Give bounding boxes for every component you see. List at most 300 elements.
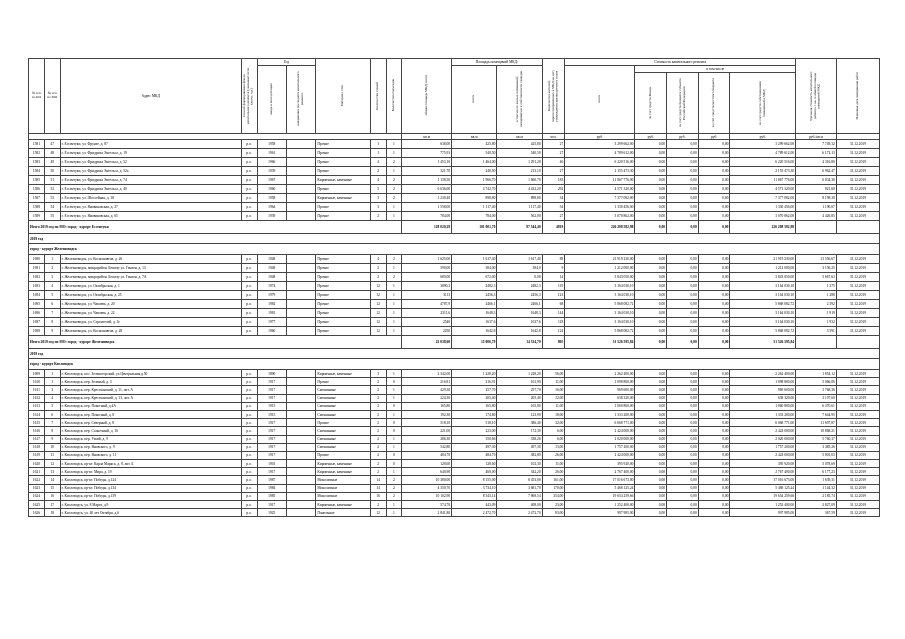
table-cell: 784,00 [452, 212, 497, 221]
table-cell: 0 [386, 402, 402, 410]
table-cell: 14 [370, 484, 386, 492]
table-cell: Кирпичные, каменные [316, 370, 370, 378]
table-cell: 2 [370, 427, 386, 435]
table-cell [286, 273, 315, 282]
table-cell: р.о. [241, 264, 257, 273]
year-row-label: 2019 год [29, 234, 880, 244]
table-cell: 1 [386, 309, 402, 318]
table-cell: 27 [542, 167, 565, 176]
table-cell: 1 228,20 [497, 370, 542, 378]
table-cell: 1 [386, 394, 402, 402]
table-cell: 0,00 [667, 203, 699, 212]
table-cell: 518,10 [452, 419, 497, 427]
table-cell: г. Железноводск, ул. Строителей, д. 3г [60, 318, 241, 327]
table-cell: 0,00 [667, 327, 699, 336]
table-cell: 4 316,80 [796, 158, 837, 167]
table-cell: 1917 [257, 386, 286, 394]
table-cell: 216,91 [452, 378, 497, 386]
table-cell: 83,00 [542, 509, 565, 517]
table-cell: 1 098 800,00 [565, 378, 635, 386]
table-cell: Монолитные [316, 476, 370, 484]
table-cell: г. Кисловодск, ул. 8 Марта, д.9 [60, 501, 241, 509]
table-cell: 0,00 [667, 492, 699, 500]
table-cell: 3 070 862,00 [730, 212, 796, 221]
table-cell: 31.12.2019 [836, 492, 879, 500]
table-cell: 1626 [29, 509, 45, 517]
table-cell: 12,00 [542, 394, 565, 402]
table-cell: 1610 [29, 378, 45, 386]
table-cell: 382,80 [497, 451, 542, 459]
table-cell: Прочие [316, 291, 370, 300]
table-cell: 0,00 [667, 394, 699, 402]
table-row [29, 264, 880, 273]
table-cell: 56,00 [542, 370, 565, 378]
table-cell: 16 [370, 492, 386, 500]
table-cell: 31.12.2019 [836, 309, 879, 318]
table-cell: р.о. [241, 501, 257, 509]
table-cell: 1977 [257, 318, 286, 327]
unit-cell: руб. [667, 134, 699, 140]
table-cell: г. Железноводск, микрорайон, Бештау ул. Гинзон, д. 13 [60, 264, 241, 273]
table-cell: 5 868 082,72 [565, 300, 635, 309]
table-row [29, 318, 880, 327]
table-cell: 2 424 000,00 [730, 451, 796, 459]
table-cell: 12 [370, 309, 386, 318]
table-cell: 1948 [257, 255, 286, 264]
table-cell: Прочие [316, 273, 370, 282]
table-cell: 0,00 [698, 318, 730, 327]
table-cell: 10 868,21 [796, 427, 837, 435]
table-cell: 4 426,85 [796, 212, 837, 221]
table-cell: 2 [386, 158, 402, 167]
col-entrances: Количество подъездов [386, 59, 402, 134]
table-cell: 9 [542, 264, 565, 273]
table-cell: 5 868 082,72 [730, 300, 796, 309]
table-cell: 1 919 [796, 309, 837, 318]
table-cell: Прочие [316, 167, 370, 176]
table-cell: 395 920,00 [730, 460, 796, 468]
unit-cell: кв.м [402, 134, 452, 140]
table-cell: 286,30 [402, 435, 452, 443]
table-cell: 1 288 [796, 291, 837, 300]
table-cell: Прочие [316, 378, 370, 386]
table-cell: 11 [44, 451, 60, 459]
table-cell [286, 394, 315, 402]
table-cell: 0,00 [635, 300, 667, 309]
table-cell: 0,00 [698, 410, 730, 418]
table-cell: 1581 [29, 140, 45, 149]
table-cell: 31.12.2019 [836, 264, 879, 273]
table-cell: р.о. [241, 176, 257, 185]
table-cell: 2 [370, 460, 386, 468]
table-cell: 425,80 [452, 140, 497, 149]
table-cell: 2482,3 [497, 282, 542, 291]
table-cell: 123 [542, 291, 565, 300]
table-cell: р.о. [241, 158, 257, 167]
table-cell: 6 068 771,00 [730, 419, 796, 427]
total-cell: 0,00 [635, 336, 667, 349]
table-cell: 3 591 [796, 327, 837, 336]
table-cell: 1623 [29, 484, 45, 492]
table-cell: 0,00 [635, 194, 667, 203]
table-cell: 1 230,40 [402, 194, 452, 203]
table-cell: 47 [44, 140, 60, 149]
table-cell: 3 070 862,00 [565, 212, 635, 221]
table-cell: 0,00 [667, 273, 699, 282]
table-cell: г. Кисловодск, пер. Покотный, д. 8 [60, 410, 241, 418]
table-cell: 1984 [257, 484, 286, 492]
table-cell: 0,00 [698, 167, 730, 176]
table-cell: 4 742,70 [452, 185, 497, 194]
table-cell: 161,90 [497, 378, 542, 386]
table-cell: 2 [386, 484, 402, 492]
table-cell: 2250 [402, 327, 452, 336]
table-cell: 8 155,00 [452, 476, 497, 484]
table-cell [286, 203, 315, 212]
table-cell [286, 194, 315, 203]
table-cell [286, 309, 315, 318]
table-cell: 213,10 [497, 167, 542, 176]
table-cell: 0,00 [698, 394, 730, 402]
table-cell [286, 419, 315, 427]
table-cell: 1917 [257, 468, 286, 476]
table-cell: 1 144,32 [796, 484, 837, 492]
col-fund: за счет средств Фонда [635, 73, 667, 134]
table-cell: р.о. [241, 282, 257, 291]
table-cell: 1 [370, 149, 386, 158]
table-cell: 484,70 [452, 451, 497, 459]
table-cell: 1 [44, 255, 60, 264]
table-cell: 342,20 [497, 468, 542, 476]
table-cell: 2540 [402, 318, 452, 327]
table-cell: р.о. [241, 212, 257, 221]
col-budget-local: за счет средств местного бюджета [698, 73, 730, 134]
table-cell: 0,00 [635, 435, 667, 443]
table-cell: 1 [386, 203, 402, 212]
table-cell [286, 410, 315, 418]
table-cell: 562,00 [497, 212, 542, 221]
table-cell: 1694 [29, 291, 45, 300]
table-cell: 165,80 [452, 402, 497, 410]
table-cell: г. Кисловодск, пер. Яновского, д. 9 [60, 443, 241, 451]
table-cell: 3 843 050,00 [565, 273, 635, 282]
table-cell: 54 [542, 203, 565, 212]
table-cell: 2 [386, 255, 402, 264]
table-row [29, 460, 880, 468]
table-cell: 1 098 800,00 [730, 378, 796, 386]
table-cell: 128,60 [452, 460, 497, 468]
table-cell [286, 386, 315, 394]
table-cell: 0,00 [667, 176, 699, 185]
table-cell: 0,00 [698, 419, 730, 427]
table-cell: 1982 [257, 300, 286, 309]
table-cell: 1958 [257, 194, 286, 203]
table-cell: г. Ессентуки, ул. Фридриха Энгельса, д. 52 [60, 158, 241, 167]
col-budget-rf: за счет средств бюджета субъекта Российской Федерации [667, 73, 699, 134]
table-cell: 0,00 [698, 378, 730, 386]
table-cell: 31.12.2019 [836, 282, 879, 291]
table-cell: 1958 [257, 140, 286, 149]
table-cell: р.о. [241, 149, 257, 158]
table-cell: 3 164 030,10 [730, 318, 796, 327]
table-cell: 1917 [257, 394, 286, 402]
table-cell: г. Ессентуки, ул. Фридриха Энгельса, д. 40 [60, 185, 241, 194]
table-cell: 338,26 [497, 435, 542, 443]
table-cell: 0,00 [635, 402, 667, 410]
table-row [29, 427, 880, 435]
table-cell [286, 291, 315, 300]
table-cell: 0 [386, 460, 402, 468]
table-cell [286, 149, 315, 158]
table-cell: р.о. [241, 370, 257, 378]
table-cell: 223,00 [452, 427, 497, 435]
table-cell: 540,50 [452, 149, 497, 158]
table-cell: 11,00 [542, 378, 565, 386]
table-cell: 3113 [402, 291, 452, 300]
table-cell: 224,30 [402, 394, 452, 402]
table-cell: 1 660,70 [497, 176, 542, 185]
table-cell: р.о. [241, 327, 257, 336]
table-cell: 2 827,09 [796, 501, 837, 509]
table-cell: Прочие [316, 318, 370, 327]
table-cell: 161,00 [542, 476, 565, 484]
table-cell: 3 164 030,10 [730, 291, 796, 300]
table-cell: 1 932 [796, 318, 837, 327]
table-cell: 0,00 [635, 264, 667, 273]
table-cell: 1 275 [796, 282, 837, 291]
table-cell: 1614 [29, 410, 45, 418]
table-cell: 19 654 259,66 [730, 492, 796, 500]
table-cell: 395 920,00 [565, 460, 635, 468]
table-cell: 1948 [257, 273, 286, 282]
table-cell: Смешанные [316, 410, 370, 418]
col-no-kp: № п/п по КП [29, 59, 45, 134]
total-cell: 0,00 [635, 221, 667, 234]
table-cell: 1637,6 [497, 318, 542, 327]
table-cell: 31.12.2019 [836, 419, 879, 427]
table-cell: Панельные [316, 509, 370, 517]
table-cell: Смешанные [316, 402, 370, 410]
table-cell: 9 [44, 327, 60, 336]
table-cell: 205,40 [452, 394, 497, 402]
table-cell: 638 320,00 [565, 394, 635, 402]
table-cell [286, 167, 315, 176]
table-cell [286, 378, 315, 386]
total-cell: 128 020,29 [402, 221, 452, 234]
table-cell: 1 [386, 410, 402, 418]
col-year-last-repair: завершения последнего капитального ремонта [286, 66, 315, 134]
table-cell: 3 [44, 273, 60, 282]
total-cell: 14 334,70 [497, 336, 542, 349]
table-cell: 1 [44, 370, 60, 378]
table-cell: 0,00 [698, 273, 730, 282]
table-cell: Кирпичные, каменные [316, 501, 370, 509]
table-cell: 0,00 [667, 309, 699, 318]
table-cell: 4 [370, 176, 386, 185]
table-cell: 1 228,20 [452, 370, 497, 378]
table-cell: 4 [44, 394, 60, 402]
table-cell: 1917 [257, 378, 286, 386]
table-cell: 1 [386, 264, 402, 273]
table-cell: 1619 [29, 451, 45, 459]
table-row [29, 419, 880, 427]
col-deadline: Плановая дата завершения работ [836, 59, 879, 134]
table-cell: 1620 [29, 460, 45, 468]
table-cell: р.о. [241, 443, 257, 451]
unit-cell: руб. [730, 134, 796, 140]
table-cell: 1691 [29, 264, 45, 273]
table-cell: р.о. [241, 309, 257, 318]
table-cell: г. Кисловодск, пер. Яновского, д. 11 [60, 451, 241, 459]
table-cell: 4 571 320,00 [730, 185, 796, 194]
table-cell: 0,00 [698, 140, 730, 149]
table-cell [286, 370, 315, 378]
table-cell [286, 402, 315, 410]
table-cell: 0,00 [698, 158, 730, 167]
table-cell: 2 342,00 [402, 370, 452, 378]
table-cell: 0,00 [698, 264, 730, 273]
table-cell: 2 424 000,00 [565, 427, 635, 435]
table-cell: 2 [370, 273, 386, 282]
table-cell: 2 [370, 378, 386, 386]
table-cell: Прочие [316, 212, 370, 221]
table-cell: 31.12.2019 [836, 484, 879, 492]
table-cell: 3 [370, 370, 386, 378]
table-cell: 1612 [29, 394, 45, 402]
table-cell: 2 841,80 [402, 509, 452, 517]
table-cell: 3 681,70 [497, 484, 542, 492]
table-cell: 7 749,32 [796, 140, 837, 149]
table-row [29, 509, 880, 517]
table-cell [286, 264, 315, 273]
table-cell [286, 468, 315, 476]
total-cell: 101 001,70 [452, 221, 497, 234]
col-year-group: Год [257, 59, 316, 66]
table-cell: 1 854,12 [796, 370, 837, 378]
table-cell: 1 333 200,00 [565, 410, 635, 418]
table-cell: 0,00 [698, 255, 730, 264]
table-cell: 1582 [29, 149, 45, 158]
table-cell: 6,00 [542, 435, 565, 443]
table-cell: 0,00 [667, 185, 699, 194]
table-cell: Прочие [316, 300, 370, 309]
table-cell: 7 [44, 309, 60, 318]
table-cell: 0,00 [698, 386, 730, 394]
year-row [29, 349, 880, 359]
table-cell: 0,00 [698, 282, 730, 291]
table-cell: г. Кисловодск, пер. Солнечный, д. 16 [60, 427, 241, 435]
table-cell: 0,00 [667, 451, 699, 459]
table-cell: 2 767 400,00 [730, 468, 796, 476]
table-cell: 429,30 [402, 386, 452, 394]
table-cell: г. Кисловодск, пр-кт. Победы, д.124 [60, 476, 241, 484]
table-cell: 0,00 [667, 501, 699, 509]
table-row [29, 273, 880, 282]
year-row [29, 234, 880, 244]
table-cell: 1979 [257, 291, 286, 300]
table-cell: р.о. [241, 167, 257, 176]
total-cell: 4819 [542, 221, 565, 234]
table-cell [286, 185, 315, 194]
unit-cell: кв.м [452, 134, 497, 140]
table-cell: 165,80 [402, 402, 452, 410]
table-cell: 118 [542, 318, 565, 327]
table-cell: 1696 [29, 309, 45, 318]
table-row [29, 300, 880, 309]
table-cell: 15 [44, 484, 60, 492]
table-cell: р.о. [241, 185, 257, 194]
table-cell: 88 [542, 255, 565, 264]
table-cell: 257,70 [497, 386, 542, 394]
table-cell: 183 [542, 176, 565, 185]
table-cell: 6,00 [542, 427, 565, 435]
col-residents: Количество жителей, зарегистрированных в МКД на дату утверждения краткосрочного плана [542, 59, 565, 134]
table-cell: р.о. [241, 255, 257, 264]
table-cell: 7 644,95 [796, 410, 837, 418]
table-cell: Смешанные [316, 394, 370, 402]
table-cell: 2 472,70 [497, 509, 542, 517]
table-cell [286, 427, 315, 435]
table-cell: 1 617,40 [452, 255, 497, 264]
table-cell: 11 867 776,00 [565, 176, 635, 185]
table-cell: 0,00 [667, 282, 699, 291]
table-cell: 638 320,00 [730, 394, 796, 402]
table-row [29, 435, 880, 443]
table-cell: г. Кисловодск, пр-кт. Победы, д.134 [60, 484, 241, 492]
table-cell: 2 020 000,00 [565, 435, 635, 443]
unit-cell: руб. [635, 134, 667, 140]
table-cell: г. Кисловодск, пр-кт. Карла Маркса, д. 8, лит. Б [60, 460, 241, 468]
table-cell: 0,00 [635, 212, 667, 221]
table-cell: 2 [370, 501, 386, 509]
table-cell: 12 [370, 509, 386, 517]
table-cell: 17 016 673,00 [730, 476, 796, 484]
table-cell: 1 330 456,00 [730, 203, 796, 212]
table-cell: 2 [370, 402, 386, 410]
table-cell: г. Кисловодск, пер. Крестьянский, д. 11, лит. А [60, 386, 241, 394]
table-cell: 2 767 400,00 [565, 468, 635, 476]
table-cell: 4 432,20 [497, 185, 542, 194]
table-cell: 123,90 [497, 410, 542, 418]
table-cell: 10 102,90 [402, 492, 452, 500]
table-cell: 31.12.2019 [836, 149, 879, 158]
table-cell: 2 [386, 185, 402, 194]
table-cell: 0,00 [667, 386, 699, 394]
table-cell: 7 377 082,00 [730, 194, 796, 203]
table-cell: 1 464,00 [452, 158, 497, 167]
table-cell: 27 [542, 212, 565, 221]
table-cell: 1642,8 [452, 327, 497, 336]
total-cell: 805 [542, 336, 565, 349]
table-cell: 0,00 [667, 378, 699, 386]
table-cell: 1 757 200,00 [730, 443, 796, 451]
table-cell: 31.12.2019 [836, 273, 879, 282]
table-cell: 590,00 [402, 264, 452, 273]
table-row [29, 492, 880, 500]
table-cell: 3 [370, 203, 386, 212]
table-cell: 3 164 030,10 [565, 291, 635, 300]
table-cell: 1 [386, 282, 402, 291]
table-cell: 124 [542, 327, 565, 336]
table-cell: 8 198,30 [796, 194, 837, 203]
table-cell: 354,00 [542, 492, 565, 500]
table-cell: 1987 [257, 476, 286, 484]
table-cell [286, 460, 315, 468]
table-cell: 14 [542, 273, 565, 282]
table-cell: 1974 [257, 282, 286, 291]
table-cell: 34 [542, 194, 565, 203]
table-cell: 1587 [29, 194, 45, 203]
